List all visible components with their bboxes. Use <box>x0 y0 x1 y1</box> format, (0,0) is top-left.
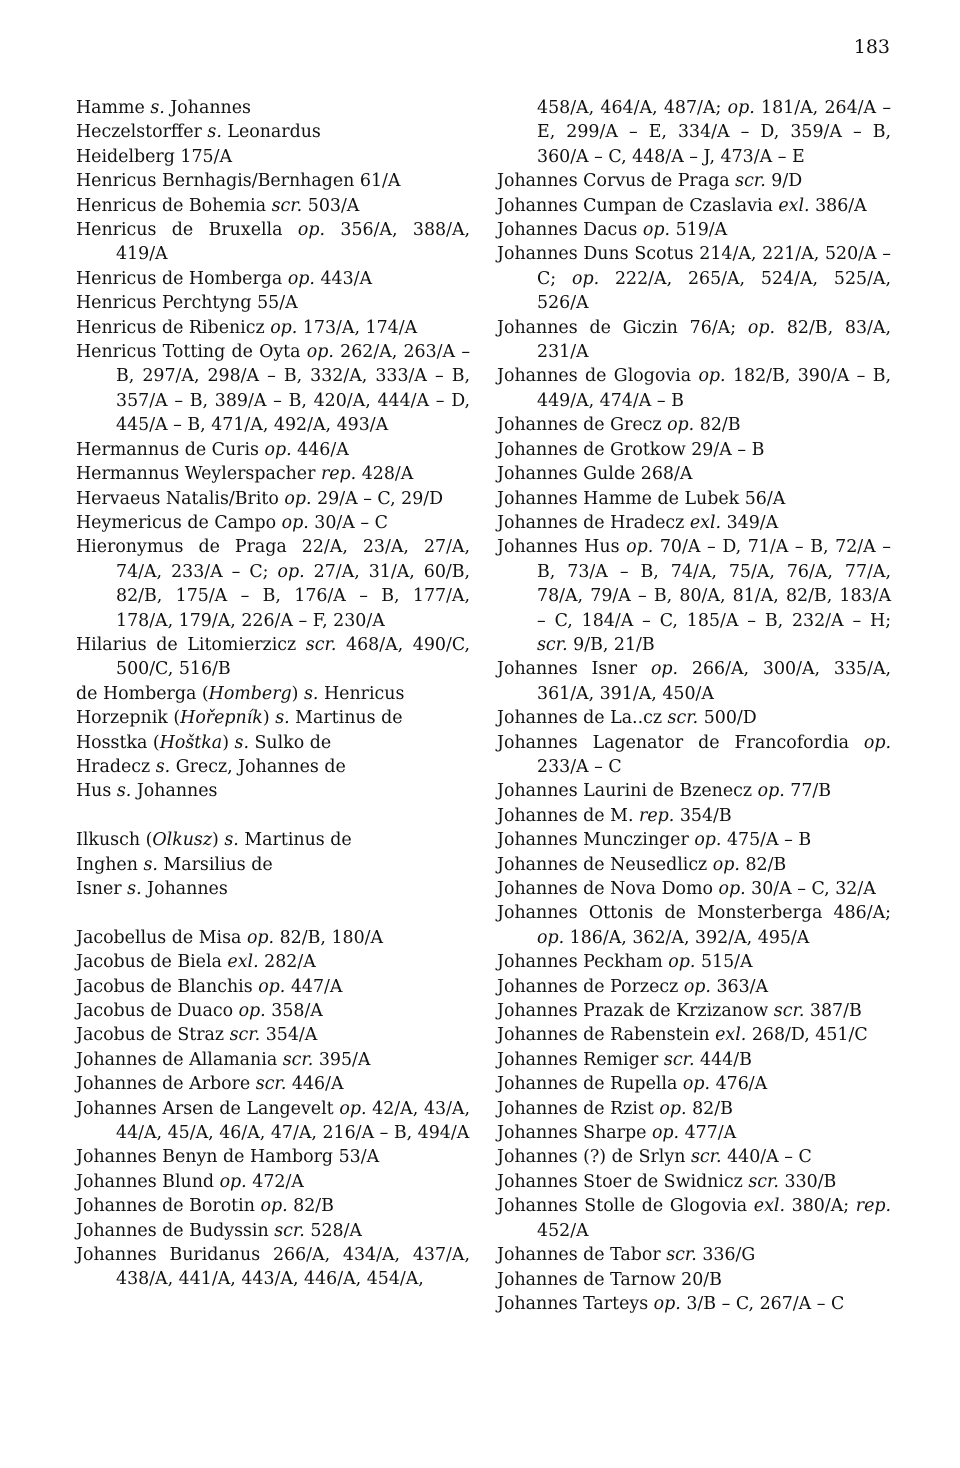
index-entry: Johannes de Borotin op. 82/B <box>76 1196 334 1217</box>
index-entry: Hermannus de Curis op. 446/A <box>76 439 349 460</box>
index-entry: Hradecz s. Grecz, Johannes de <box>76 756 346 777</box>
index-entry: Johannes de Grecz op. 82/B <box>497 415 741 436</box>
index-entry: Henricus de Bohemia scr. 503/A <box>76 195 360 216</box>
index-entry: Heidelberg 175/A <box>76 146 233 167</box>
index-entry: Ilkusch (Olkusz) s. Martinus de <box>76 830 352 851</box>
index-entry: Inghen s. Marsilius de <box>76 854 273 875</box>
index-entry: Hosstka (Hoštka) s. Sulko de <box>76 732 332 753</box>
index-entry: Johannes Laurini de Bzenecz op. 77/B <box>497 781 832 802</box>
index-entry: Johannes Cumpan de Czaslavia exl. 386/A <box>497 195 867 216</box>
index-entry: Johannes Hus op. 70/A – D, 71/A – B, 72/A – B, 73/A – B, 74/A, 75/A, 76/A, 77/A, 78/A, 79/A – B, 80/A, 81/A, 82/B, 183/A – C, 184/A – C, 185/A – B, 232/A – H; scr. 9/B, 21/B <box>497 537 892 655</box>
index-entry: Johannes de Rupella op. 476/A <box>497 1074 768 1095</box>
index-entry: Johannes Hamme de Lubek 56/A <box>497 488 786 509</box>
index-entry: Hus s. Johannes <box>76 781 218 802</box>
index-entry: Jacobellus de Misa op. 82/B, 180/A <box>76 927 384 948</box>
index-entry: Johannes Lagenator de Francofordia op. 233/A – C <box>497 732 892 777</box>
index-entry: Johannes (?) de Srlyn scr. 440/A – C <box>497 1147 812 1168</box>
index-column-left <box>76 96 470 1292</box>
index-entry: Johannes de Grotkow 29/A – B <box>497 439 765 460</box>
index-entry: Johannes Benyn de Hamborg 53/A <box>76 1147 380 1168</box>
index-entry: Johannes Remiger scr. 444/B <box>497 1049 752 1070</box>
index-entry: Johannes Peckham op. 515/A <box>497 952 753 973</box>
index-entry: Hilarius de Litomierzicz scr. 468/A, 490/C, 500/C, 516/B <box>76 634 471 680</box>
index-entry: Johannes de Giczin 76/A; op. 82/B, 83/A, 231/A <box>497 317 891 363</box>
index-entry: Henricus Bernhagis/Bernhagen 61/A <box>76 171 401 192</box>
index-entry: Johannes Tarteys op. 3/B – C, 267/A – C <box>497 1293 845 1314</box>
index-entry: Jacobus de Blanchis op. 447/A <box>76 976 343 997</box>
index-entry: Johannes de M. rep. 354/B <box>497 805 732 826</box>
index-entry: Johannes Ottonis de Monsterberga 486/A; op. 186/A, 362/A, 392/A, 495/A <box>497 903 892 948</box>
index-entry: Johannes de Glogovia op. 182/B, 390/A – B, 449/A, 474/A – B <box>497 366 892 411</box>
index-entry: Johannes Arsen de Langevelt op. 42/A, 43/A, 44/A, 45/A, 46/A, 47/A, 216/A – B, 494/A <box>76 1098 471 1144</box>
index-entry: Hervaeus Natalis/Brito op. 29/A – C, 29/D <box>76 488 444 509</box>
index-entry: Johannes Stolle de Glogovia exl. 380/A; rep. 452/A <box>497 1196 892 1241</box>
index-entry: Johannes Dacus op. 519/A <box>497 220 728 241</box>
index-entry: Hieronymus de Praga 22/A, 23/A, 27/A, 74/A, 233/A – C; op. 27/A, 31/A, 60/B, 82/B, 175/A – B, 176/A – B, 177/A, 178/A, 179/A, 226/A – F, 230/A <box>76 537 471 631</box>
index-entry: Johannes Stoer de Swidnicz scr. 330/B <box>497 1171 837 1192</box>
index-entry: Henricus de Bruxella op. 356/A, 388/A, 419/A <box>76 220 471 265</box>
index-entry: Johannes Buridanus 266/A, 434/A, 437/A, 438/A, 441/A, 443/A, 446/A, 454/A, <box>76 1245 470 1290</box>
index-entry: Henricus de Homberga op. 443/A <box>76 268 373 289</box>
index-entry: Horzepnik (Hořepník) s. Martinus de <box>76 708 403 729</box>
index-entry: Johannes Corvus de Praga scr. 9/D <box>497 171 803 192</box>
index-entry: Johannes Blund op. 472/A <box>76 1171 304 1192</box>
index-entry: Heymericus de Campo op. 30/A – C <box>76 512 388 533</box>
index-entry: Johannes de Budyssin scr. 528/A <box>76 1220 362 1241</box>
index-column-right <box>497 96 891 1316</box>
index-entry: Henricus Perchtyng 55/A <box>76 293 298 314</box>
index-entry: Jacobus de Duaco op. 358/A <box>76 1001 323 1021</box>
page-number: 183 <box>853 36 890 58</box>
index-entry: Johannes Prazak de Krzizanow scr. 387/B <box>497 1001 862 1022</box>
index-entry: Johannes de Nova Domo op. 30/A – C, 32/A <box>497 879 876 899</box>
index-entry: de Homberga (Homberg) s. Henricus <box>76 683 405 704</box>
index-entry: 458/A, 464/A, 487/A; op. 181/A, 264/A – E, 299/A – E, 334/A – D, 359/A – B, 360/A – C, 448/A – J, 473/A – E <box>537 98 892 167</box>
section-gap <box>76 901 470 925</box>
index-entry: Hermannus Weylerspacher rep. 428/A <box>76 464 414 485</box>
index-entry: Johannes Sharpe op. 477/A <box>497 1123 737 1144</box>
index-entry: Johannes de Tabor scr. 336/G <box>497 1245 756 1266</box>
section-gap <box>76 804 470 828</box>
index-entry: Johannes Munczinger op. 475/A – B <box>497 830 812 851</box>
index-entry: Johannes de Rabenstein exl. 268/D, 451/C <box>497 1025 868 1046</box>
index-entry: Johannes de Hradecz exl. 349/A <box>497 512 779 533</box>
index-entry: Johannes Gulde 268/A <box>497 464 693 485</box>
index-entry: Isner s. Johannes <box>76 878 228 899</box>
index-entry: Johannes de Allamania scr. 395/A <box>76 1049 371 1070</box>
index-entry: Henricus de Ribenicz op. 173/A, 174/A <box>76 317 418 338</box>
index-entry: Johannes de Neusedlicz op. 82/B <box>497 854 787 875</box>
index-entry: Jacobus de Biela exl. 282/A <box>76 952 316 973</box>
index-entry: Johannes Isner op. 266/A, 300/A, 335/A, 361/A, 391/A, 450/A <box>497 659 892 704</box>
index-entry: Johannes Duns Scotus 214/A, 221/A, 520/A – C; op. 222/A, 265/A, 524/A, 525/A, 526/A <box>497 244 892 314</box>
index-entry: Johannes de Porzecz op. 363/A <box>497 976 769 997</box>
index-entry: Henricus Totting de Oyta op. 262/A, 263/A – B, 297/A, 298/A – B, 332/A, 333/A – B, 357/A – B, 389/A – B, 420/A, 444/A – D, 445/A – B, 471/A, 492/A, 493/A <box>76 342 471 436</box>
index-entry: Heczelstorffer s. Leonardus <box>76 122 321 143</box>
index-entry: Johannes de Rzist op. 82/B <box>497 1098 733 1119</box>
index-entry: Jacobus de Straz scr. 354/A <box>76 1025 318 1046</box>
index-entry: Johannes de La..cz scr. 500/D <box>497 708 757 729</box>
index-entry: Hamme s. Johannes <box>76 98 251 118</box>
index-entry: Johannes de Tarnow 20/B <box>497 1269 722 1290</box>
index-entry: Johannes de Arbore scr. 446/A <box>76 1074 344 1095</box>
